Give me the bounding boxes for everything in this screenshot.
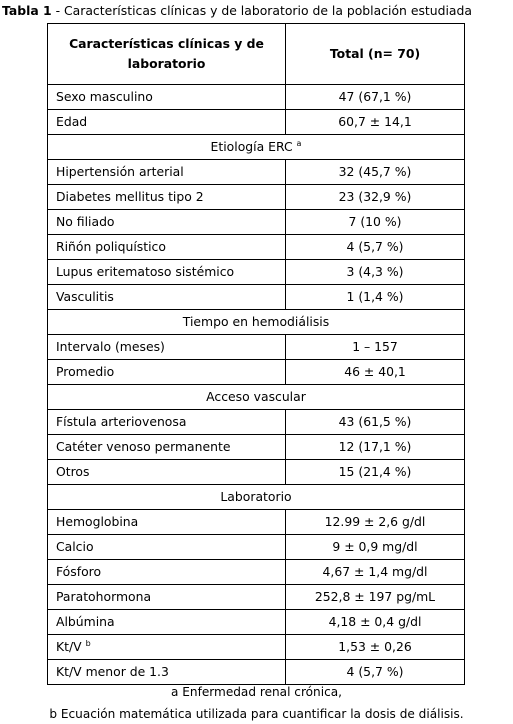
row-label: Kt/V menor de 1.3 (48, 660, 286, 685)
table-row (48, 335, 465, 360)
row-value: 15 (21,4 %) (286, 460, 465, 485)
table-row (48, 110, 465, 135)
row-value: 1 (1,4 %) (286, 285, 465, 310)
row-value: 4,67 ± 1,4 mg/dl (286, 560, 465, 585)
row-label: Hipertensión arterial (48, 160, 286, 185)
row-value: 3 (4,3 %) (286, 260, 465, 285)
row-value: 4 (5,7 %) (286, 660, 465, 685)
header-characteristics: Características clínicas y de laboratorio (48, 24, 286, 85)
row-value: 12.99 ± 2,6 g/dl (286, 510, 465, 535)
footnote-marker-b: b (85, 639, 91, 648)
section-title: Tiempo en hemodiálisis (48, 310, 465, 335)
row-value: 4,18 ± 0,4 g/dl (286, 610, 465, 635)
row-label: Fístula arteriovenosa (48, 410, 286, 435)
row-value: 1 – 157 (286, 335, 465, 360)
row-label: Promedio (48, 360, 286, 385)
footnote-b: b Ecuación matemática utilizada para cuantificar la dosis de diálisis. (49, 707, 464, 721)
row-value: 23 (32,9 %) (286, 185, 465, 210)
row-value: 1,53 ± 0,26 (286, 635, 465, 660)
row-label: Riñón poliquístico (48, 235, 286, 260)
section-title (48, 135, 465, 160)
section-header-tiempo (48, 310, 465, 335)
row-label: Vasculitis (48, 285, 286, 310)
row-value: 46 ± 40,1 (286, 360, 465, 385)
caption-text: - Características clínicas y de laboratorio de la población estudiada (51, 3, 472, 18)
row-label: Intervalo (meses) (48, 335, 286, 360)
row-value: 252,8 ± 197 pg/mL (286, 585, 465, 610)
table-row (48, 210, 465, 235)
footnote-marker-a: a (296, 139, 302, 148)
row-value: 32 (45,7 %) (286, 160, 465, 185)
row-label: No filiado (48, 210, 286, 235)
row-label: Calcio (48, 535, 286, 560)
table-row (48, 285, 465, 310)
header-total: Total (n= 70) (286, 24, 465, 85)
row-value: 47 (67,1 %) (286, 85, 465, 110)
row-label: Albúmina (48, 610, 286, 635)
section-title: Acceso vascular (48, 385, 465, 410)
table-header-row (48, 24, 465, 85)
row-value: 7 (10 %) (286, 210, 465, 235)
section-header-etiologia (48, 135, 465, 160)
row-label: Diabetes mellitus tipo 2 (48, 185, 286, 210)
table-row (48, 360, 465, 385)
row-value: 4 (5,7 %) (286, 235, 465, 260)
table-row (48, 235, 465, 260)
row-label: Sexo masculino (48, 85, 286, 110)
table-row (48, 510, 465, 535)
table-row (48, 610, 465, 635)
table-row (48, 460, 465, 485)
row-label: Otros (48, 460, 286, 485)
table-row (48, 260, 465, 285)
table-row (48, 410, 465, 435)
caption-label: Tabla 1 (2, 3, 52, 18)
clinical-data-table (47, 23, 465, 685)
row-label: Fósforo (48, 560, 286, 585)
row-label: Catéter venoso permanente (48, 435, 286, 460)
section-title: Laboratorio (48, 485, 465, 510)
row-label: Hemoglobina (48, 510, 286, 535)
table-caption (2, 0, 513, 22)
row-label: Lupus eritematoso sistémico (48, 260, 286, 285)
table-row (48, 635, 465, 660)
table-row (48, 535, 465, 560)
table-row (48, 585, 465, 610)
row-value: 12 (17,1 %) (286, 435, 465, 460)
table-row (48, 560, 465, 585)
row-label: Paratohormona (48, 585, 286, 610)
row-label: Edad (48, 110, 286, 135)
table-row (48, 185, 465, 210)
section-header-laboratorio (48, 485, 465, 510)
row-value: 60,7 ± 14,1 (286, 110, 465, 135)
row-value: 9 ± 0,9 mg/dl (286, 535, 465, 560)
table-row (48, 85, 465, 110)
row-label-text: Kt/V (56, 639, 82, 654)
table-row (48, 435, 465, 460)
table-row (48, 160, 465, 185)
footnote-a: a Enfermedad renal crónica, (171, 685, 342, 699)
section-header-acceso (48, 385, 465, 410)
row-label (48, 635, 286, 660)
row-value: 43 (61,5 %) (286, 410, 465, 435)
table-row (48, 660, 465, 685)
section-title-text: Etiología ERC (210, 139, 293, 154)
